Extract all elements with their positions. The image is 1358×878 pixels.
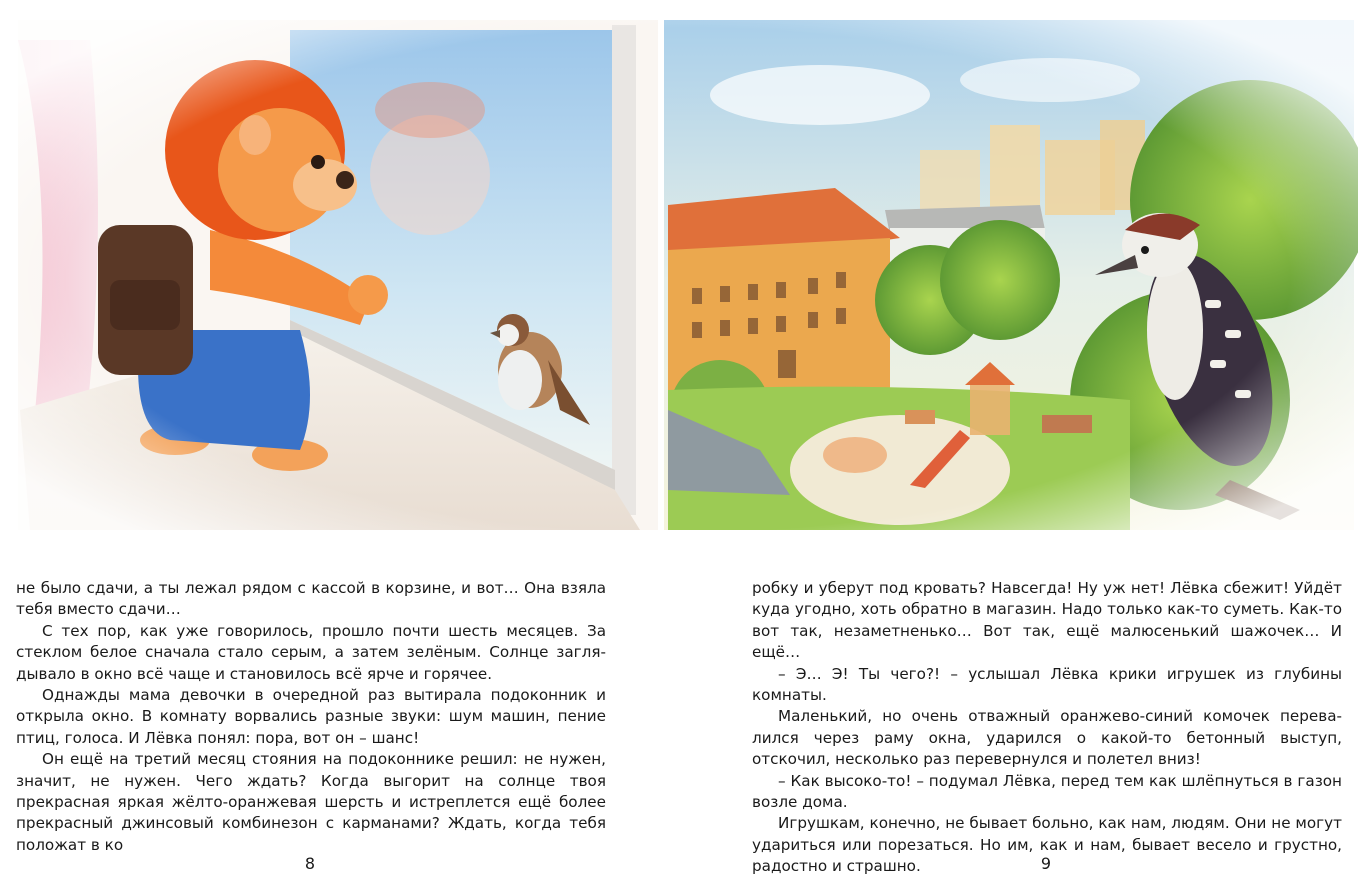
right-paragraph-4: – Как высоко-то! – подумал Лёвка, перед тем как шлёпнуться в газон возле дома. — [752, 771, 1342, 812]
left-page-text — [16, 578, 606, 856]
left-paragraph-1: не было сдачи, а ты лежал рядом с кассой в корзине, и вот… Она взяла тебя вместо сдачи… — [16, 579, 606, 619]
right-paragraph-3: Маленький, но очень отважный оранжево-синий комочек перевалился через раму окна, ударился о какой-то бетонный выступ, отскочил, несколько раз перевернулся и полетел вниз! — [752, 707, 1342, 769]
left-paragraph-2: С тех пор, как уже говорилось, прошло почти шесть месяцев. За стеклом белое сначала стало серым, а затем зелёным. Солнце заглядывало в окно всё чаще и становилось всё ярче и горячее. — [16, 621, 606, 683]
right-paragraph-5: Игрушкам, конечно, не бывает больно, как нам, людям. Они не могут удариться или порезаться. Но им, как и нам, бывает весело и грустно, радостно и страшно. — [752, 814, 1342, 876]
left-paragraph-3: Однажды мама девочки в очередной раз вытирала подоконник и открыла окно. В комнату ворвались разные звуки: шум машин, пение птиц, голоса. И Лёвка понял: пора, вот он – шанс! — [16, 686, 606, 747]
right-paragraph-1: робку и уберут под кровать? Навсегда! Ну уж нет! Лёвка сбежит! Уйдёт куда угодно, хоть обратно в магазин. Надо только как-то суметь. Как-то вот так, незаметненько… Вот так, ещё малюсенький шажочек… И ещё… — [752, 579, 1342, 662]
right-paragraph-2: – Э… Э! Ты чего?! – услышал Лёвка крики игрушек из глубины комнаты. — [752, 664, 1342, 705]
page-number-left: 8 — [304, 854, 316, 873]
page-number-right: 9 — [1040, 854, 1052, 873]
right-page-text — [752, 578, 1342, 878]
left-paragraph-4: Он ещё на третий месяц стояния на подоконнике решил: не нужен, значит, не нужен. Чего ждать? Когда выгорит на солнце твоя прекрасная яркая жёлто-оранжевая шерсть и истреплется ещё более прекрасный джинсовый комбинезон с карманами? Ждать, когда тебя положат в ко — [16, 750, 606, 854]
